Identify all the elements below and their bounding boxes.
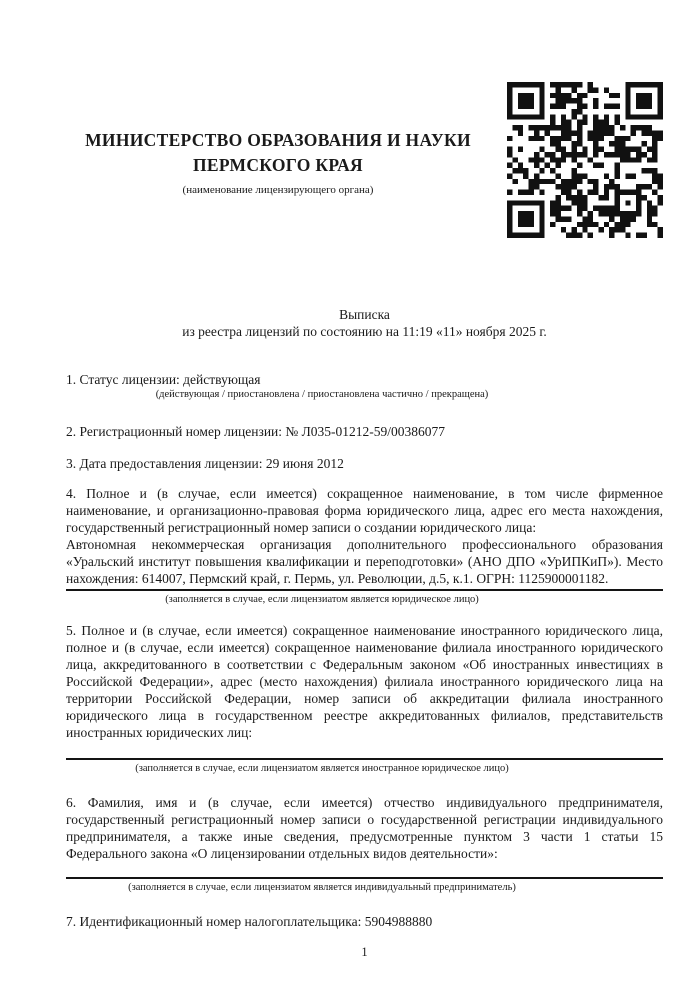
foreign-entity-clause: 5. Полное и (в случае, если имеется) сокращенное наименование иностранного юридического лица, полное и (в случае, если имеется) сокращенное наименование филиала иностранного юридического лица, аккредитованного в соответствии с Федеральным законом «Об иностранных инвестициях в Российской Федерации», адрес (место нахождения) филиала иностранного юридического лица на территории Российской Федерации, номер записи об аккредитации филиала иностранного юридического лица в государственном реестре аккредитованных филиалов, представительств иностранных юридических лиц: [66,623,663,740]
legal-entity-details: Автономная некоммерческая организация дополнительного профессионального образования «Уральский институт повышения квалификации и переподготовки» (АНО ДПО «УрИПКиП»). Место нахождения: 614007, Пермский край, г. Пермь, ул. Революции, д.5, к.1. ОГРН: 1125900001182. [66,537,663,586]
foreign-entity-note: (заполняется в случае, если лицензиатом является иностранное юридическое лицо) [135,763,509,774]
page-number: 1 [361,945,368,959]
license-status-options-note: (действующая / приостановлена / приостановлена частично / прекращена) [155,389,489,400]
legal-entity-underline [66,589,663,591]
license-grant-date: 3. Дата предоставления лицензии: 29 июня 2012 [66,456,344,471]
individual-entrepreneur-note: (заполняется в случае, если лицензиатом является индивидуальный предприниматель) [128,882,516,893]
ministry-name [66,128,490,178]
document-content [66,0,663,960]
authority-caption: (наименование лицензирующего органа) [182,184,374,196]
license-registration-number: 2. Регистрационный номер лицензии: № Л035-01212-59/00386077 [66,424,446,439]
individual-entrepreneur-clause: 6. Фамилия, имя и (в случае, если имеется) отчество индивидуального предпринимателя, государственный регистрационный номер записи о государственной регистрации индивидуального предпринимателя, а также иные сведения, предусмотренные пунктом 3 части 1 статьи 15 Федерального закона «О лицензировании отдельных видов деятельности»: [66,795,663,861]
document-title-line1: Выписка [339,307,390,322]
individual-entrepreneur-underline [66,877,663,879]
ministry-name-line2: ПЕРМСКОГО КРАЯ [193,155,363,175]
ministry-name-line1: МИНИСТЕРСТВО ОБРАЗОВАНИЯ И НАУКИ [85,130,471,150]
foreign-entity-underline [66,758,663,760]
legal-entity-note: (заполняется в случае, если лицензиатом является юридическое лицо) [165,594,479,605]
licensing-authority-header [66,128,490,197]
license-status: 1. Статус лицензии: действующая [66,372,261,387]
taxpayer-id: 7. Идентификационный номер налогоплательщика: 5904988880 [66,914,433,929]
document-title [66,306,663,340]
legal-entity-clause: 4. Полное и (в случае, если имеется) сокращенное наименование, в том числе фирменное наименование, и организационно-правовая форма юридического лица, адрес его места нахождения, государственный регистрационный номер записи о создании юридического лица: [66,486,663,535]
document-title-line2: из реестра лицензий по состоянию на 11:19 «11» ноября 2025 г. [182,324,547,339]
